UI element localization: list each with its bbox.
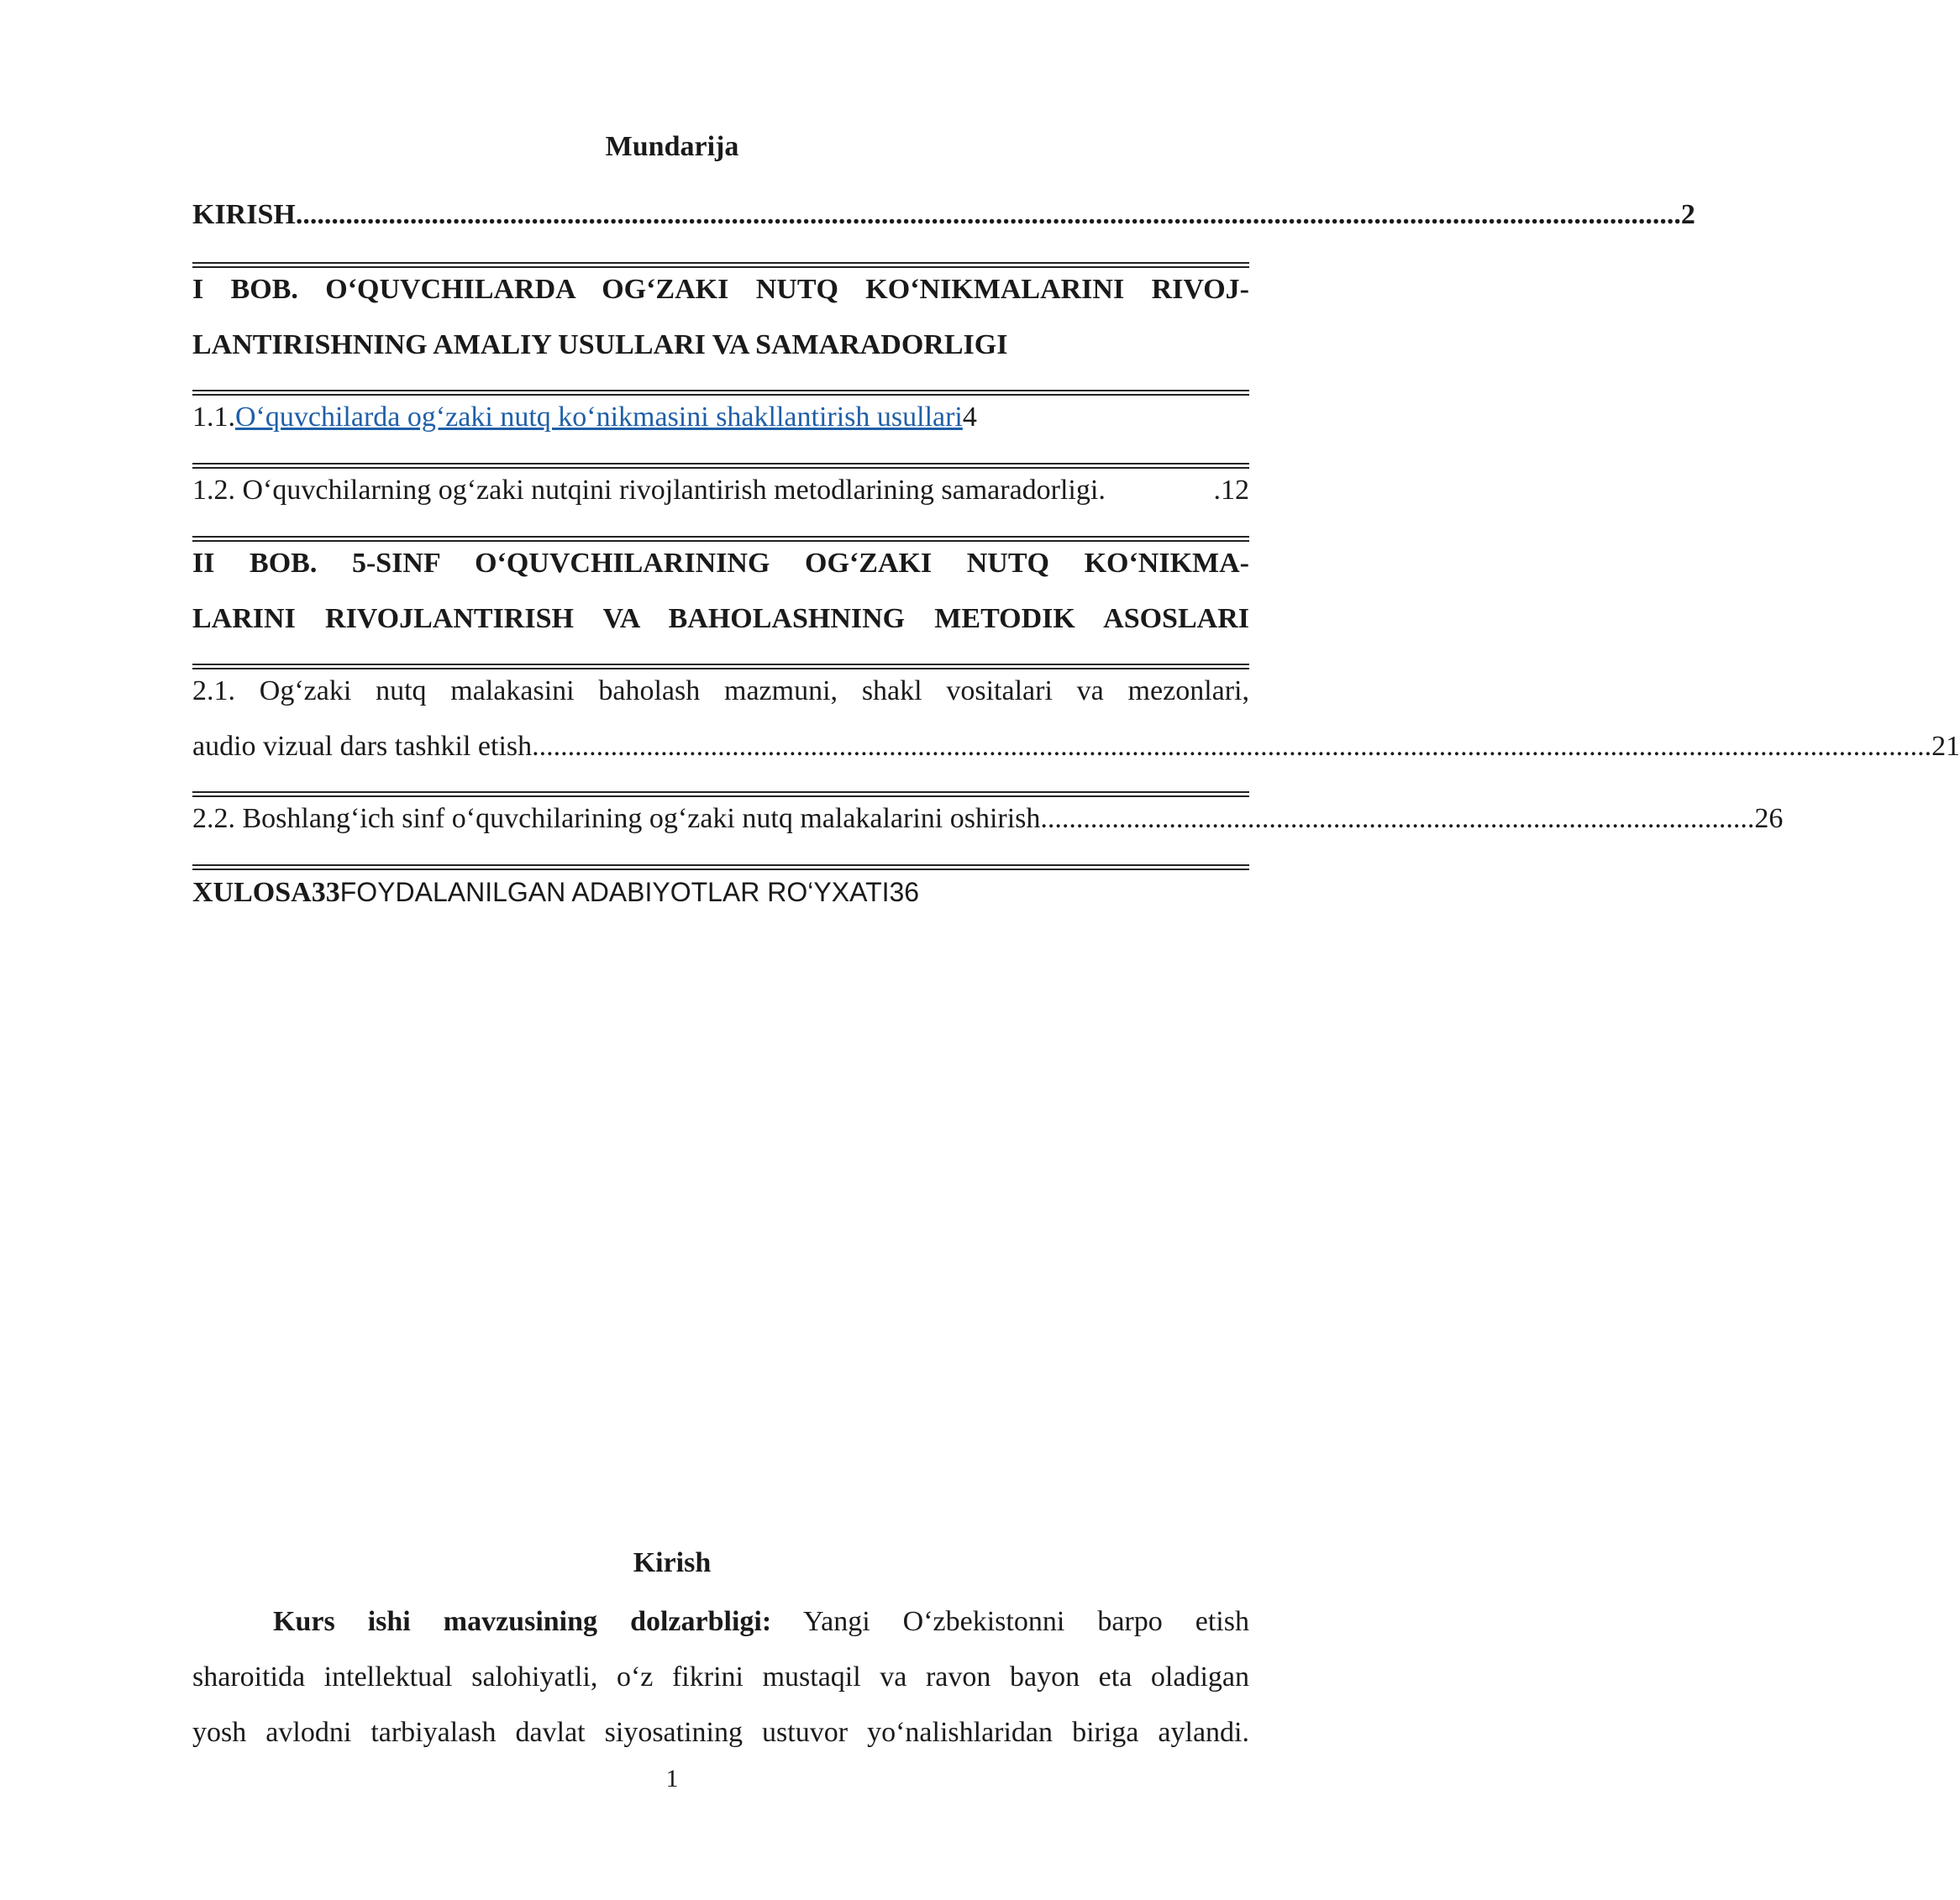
toc-references-label: FOYDALANILGAN ADABIYOTLAR RO‘YXATI36 [339,877,920,907]
toc-chapter-line: II BOB. 5-SINF O‘QUVCHILARINING OG‘ZAKI NUTQ KO‘NIKMA- [192,548,1249,579]
toc-entry-conclusion[interactable] [192,864,1249,920]
toc-page-number: 26 [1754,803,1784,834]
toc-conclusion-label: XULOSA33 [192,877,340,908]
paragraph-line: sharoitida intellektual salohiyatli, o‘z fikrini mustaqil va ravon bayon eta oladigan [192,1661,1249,1693]
body-paragraph [192,1594,1249,1761]
toc-chapter-line: LARINI RIVOJLANTIRISH VA BAHOLASHNING METODIK ASOSLARI [192,603,1249,634]
toc-page-number: .12 [1213,475,1249,506]
paragraph-line [192,1594,1249,1650]
toc-entry-chapter-1[interactable] [192,262,1249,373]
paragraph-line: yosh avlodni tarbiyalash davlat siyosatining ustuvor yo‘nalishlaridan biriga aylandi. [192,1717,1249,1748]
toc-entry-label: KIRISH [192,199,296,230]
toc-entry-1-2[interactable] [192,463,1249,518]
toc-entry-chapter-2[interactable] [192,536,1249,647]
toc-page-number: 21 [1931,731,1960,762]
dot-leader: .................................................................................................................................................................................................. [295,199,1681,230]
toc-section-title: 2.1. Og‘zaki nutq malakasini baholash mazmuni, shakl vositalari va mezonlari, [192,675,1249,706]
toc-chapter-line: LANTIRISHNING AMALIY USULLARI VA SAMARADORLIGI [192,329,1008,360]
paragraph-lead: Kurs ishi mavzusining dolzarbligi: [273,1606,772,1637]
toc-section-link[interactable]: O‘quvchilarda og‘zaki nutq ko‘nikmasini shakllantirish usullari [235,402,963,433]
toc-chapter-line: I BOB. O‘QUVCHILARDA OG‘ZAKI NUTQ KO‘NIKMALARINI RIVOJ- [192,274,1249,305]
toc-section-title: 2.2. Boshlang‘ich sinf o‘quvchilarining og‘zaki nutq malakalarini oshirish [192,803,1041,834]
paragraph-text: Yangi O‘zbekistonni barpo etish [802,1606,1249,1637]
page-number: 1 [665,1765,679,1792]
toc-page-number: 4 [962,402,977,433]
toc-section-title: audio vizual dars tashkil etish [192,731,533,762]
toc-page-number: 2 [1680,199,1695,230]
dot-leader: .................................................................................................................................................................................................... [532,731,1932,762]
toc-entry-1-1[interactable] [192,390,1249,445]
toc-section-number: 1.1. [192,402,235,433]
toc-section-title: 1.2. O‘quvchilarning og‘zaki nutqini rivojlantirish metodlarining samaradorligi. [192,475,1106,506]
dot-leader: .................................................................................................... [1040,803,1755,834]
toc-entry-kirish[interactable] [192,187,1695,243]
toc-entry-2-1[interactable] [192,664,1960,774]
toc-title: Mundarija [605,131,739,162]
section-title: Kirish [633,1547,712,1578]
toc-entry-2-2[interactable] [192,791,1784,847]
